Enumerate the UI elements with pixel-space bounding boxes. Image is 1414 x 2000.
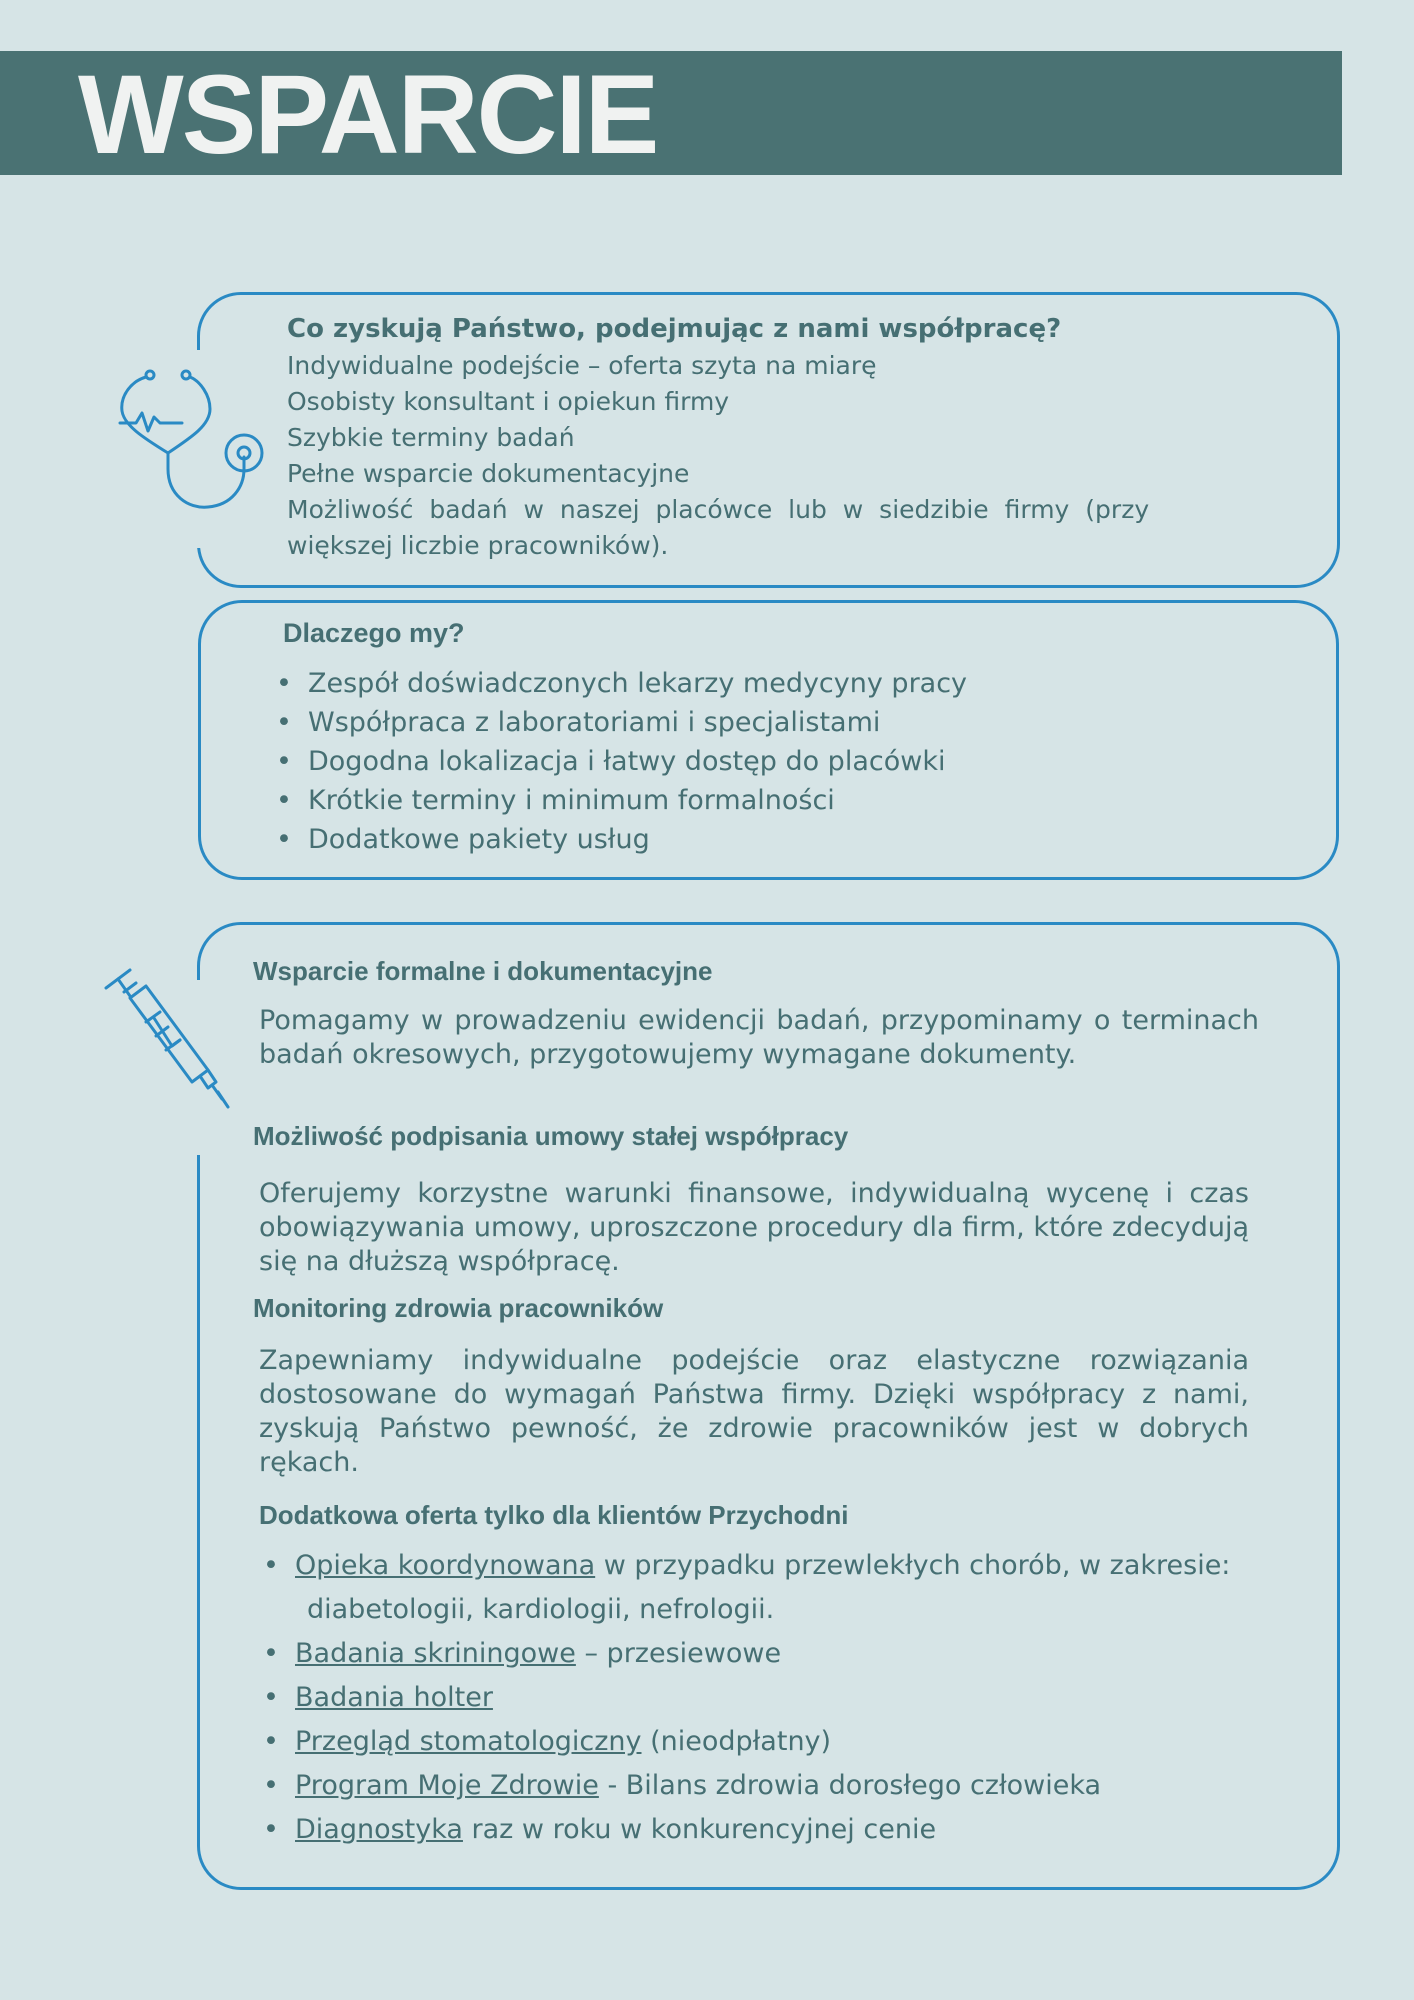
list-item: • Dodatkowe pakiety usług xyxy=(308,820,967,859)
title-banner xyxy=(0,51,1342,175)
monitoring-heading: Monitoring zdrowia pracowników xyxy=(253,1293,664,1323)
why-us-list xyxy=(308,664,967,859)
benefits-line: Możliwość badań w naszej placówce lub w siedzibie firmy (przy xyxy=(287,495,1150,524)
benefits-heading: Co zyskują Państwo, podejmując z nami współpracę? xyxy=(287,314,1062,344)
list-item: • Współpraca z laboratoriami i specjalistami xyxy=(308,703,967,742)
offer-link[interactable]: Badania skriningowe xyxy=(295,1638,576,1669)
offer-item xyxy=(295,1808,1230,1852)
benefits-line: Osobisty konsultant i opiekun firmy xyxy=(287,387,730,416)
offer-link[interactable]: Przegląd stomatologiczny xyxy=(295,1726,642,1757)
list-item: • Krótkie terminy i minimum formalności xyxy=(308,781,967,820)
list-item: • Zespół doświadczonych lekarzy medycyny pracy xyxy=(308,664,967,703)
offer-item xyxy=(295,1676,1230,1720)
offer-item xyxy=(295,1544,1230,1632)
offer-text: w przypadku przewlekłych chorób, w zakresie: xyxy=(595,1550,1231,1581)
offer-text: (nieodpłatny) xyxy=(641,1726,832,1757)
offer-link[interactable]: Diagnostyka xyxy=(295,1814,463,1845)
benefits-text xyxy=(287,348,1187,564)
offer-text: – przesiewowe xyxy=(575,1638,782,1669)
page-title: WSPARCIE xyxy=(78,52,658,177)
offer-continuation: diabetologii, kardiologii, nefrologii. xyxy=(307,1594,775,1625)
formal-support-text: Pomagamy w prowadzeniu ewidencji badań, przypominamy o terminach badań okresowych, przygotowujemy wymagane dokumenty. xyxy=(259,1005,1259,1070)
offer-link[interactable]: Opieka koordynowana xyxy=(295,1550,596,1581)
extra-offer-heading: Dodatkowa oferta tylko dla klientów Przychodni xyxy=(259,1500,849,1530)
list-item: • Dogodna lokalizacja i łatwy dostęp do placówki xyxy=(308,742,967,781)
contract-heading: Możliwość podpisania umowy stałej współpracy xyxy=(253,1121,849,1151)
benefits-line: Pełne wsparcie dokumentacyjne xyxy=(287,459,690,488)
benefits-line: Szybkie terminy badań xyxy=(287,423,575,452)
offer-item xyxy=(295,1764,1230,1808)
offer-text: - Bilans zdrowia dorosłego człowieka xyxy=(598,1770,1102,1801)
offer-link[interactable]: Badania holter xyxy=(295,1682,493,1713)
extra-offer-list xyxy=(295,1544,1230,1852)
offer-link[interactable]: Program Moje Zdrowie xyxy=(295,1770,599,1801)
offer-text: raz w roku w konkurencyjnej cenie xyxy=(462,1814,937,1845)
offer-item xyxy=(295,1632,1230,1676)
syringe-icon xyxy=(100,962,230,1127)
contract-text: Oferujemy korzystne warunki finansowe, indywidualną wycenę i czas obowiązywania umowy, uproszczone procedury dla firm, które zdecydują się na dłuższą współpracę. xyxy=(259,1178,1249,1277)
formal-support-heading: Wsparcie formalne i dokumentacyjne xyxy=(253,956,713,986)
offer-item xyxy=(295,1720,1230,1764)
why-us-heading: Dlaczego my? xyxy=(283,618,465,648)
stethoscope-icon xyxy=(112,365,272,515)
monitoring-text: Zapewniamy indywidualne podejście oraz elastyczne rozwiązania dostosowane do wymagań Państwa firmy. Dzięki współpracy z nami, zyskują Państwo pewność, że zdrowie pracowników jest w dobrych rękach. xyxy=(259,1345,1249,1478)
benefits-line: Indywidualne podejście – oferta szyta na miarę xyxy=(287,351,877,380)
benefits-line: większej liczbie pracowników). xyxy=(287,531,669,560)
